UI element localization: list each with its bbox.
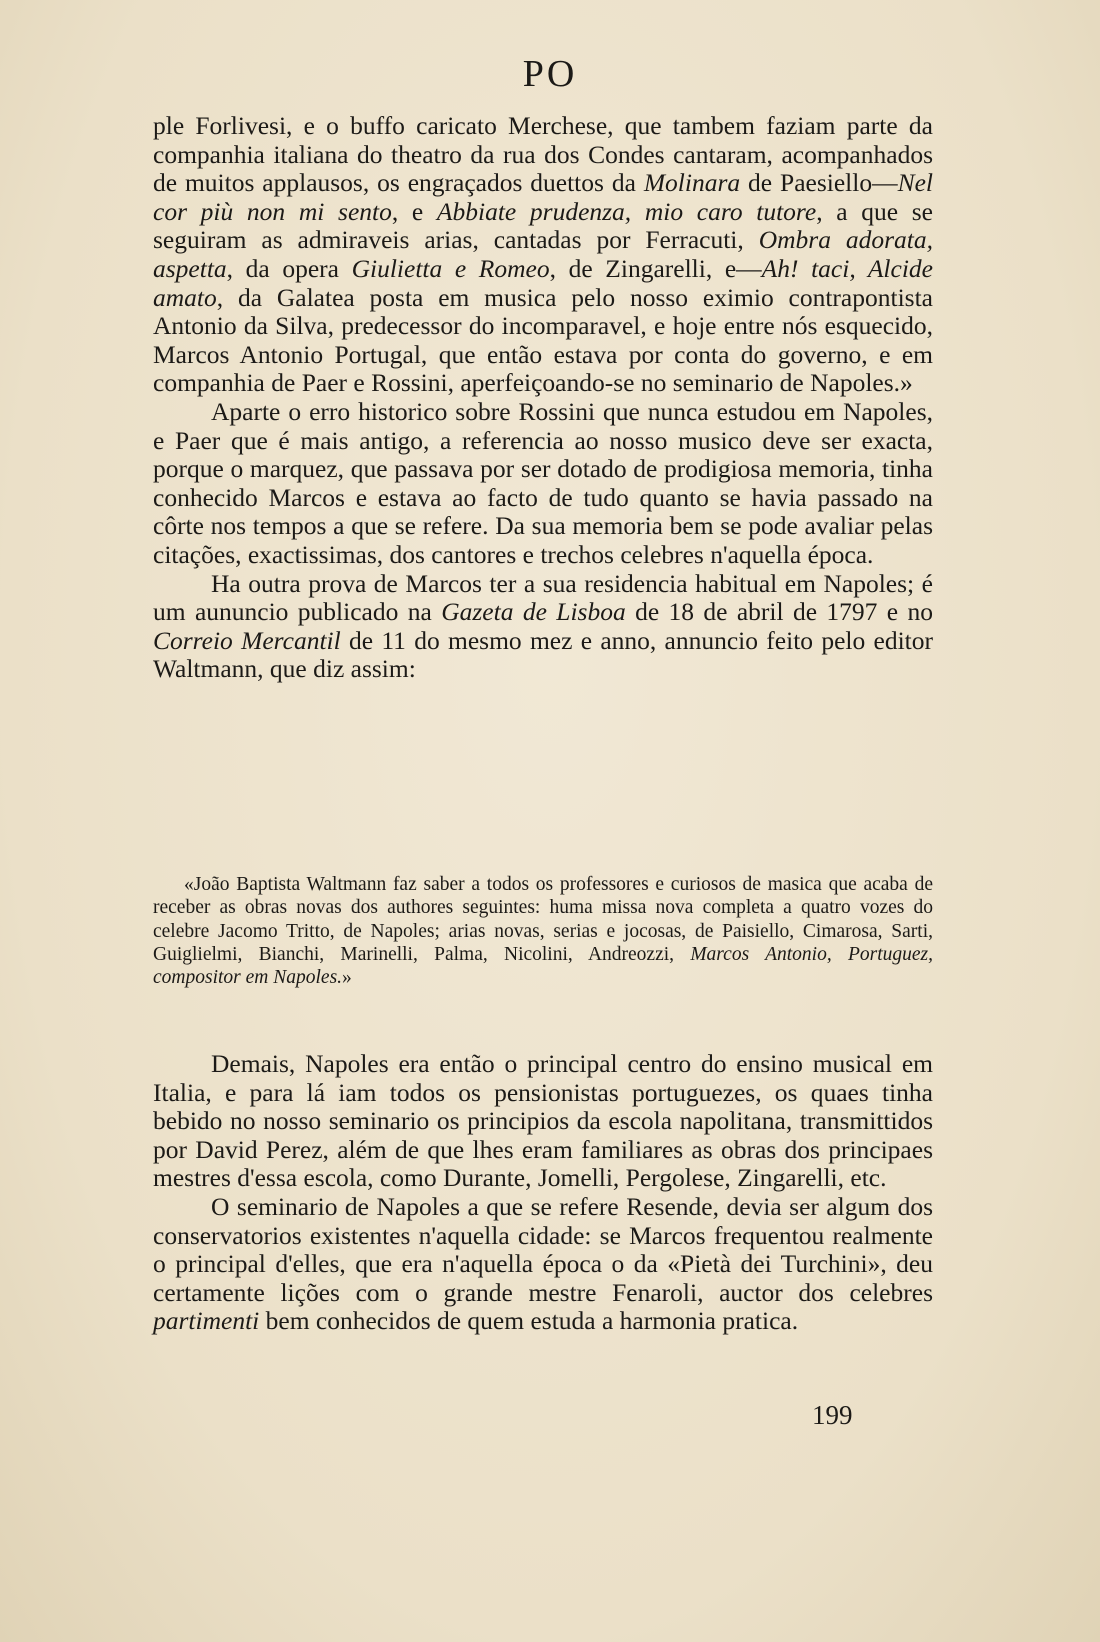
italic-text: partimenti bbox=[153, 1306, 260, 1336]
text-run: , e bbox=[391, 196, 437, 226]
italic-text: Giulietta e Romeo bbox=[351, 253, 550, 283]
text-run: » bbox=[342, 967, 352, 989]
italic-text: Correio Mercantil bbox=[153, 625, 341, 655]
text-run: , de Zingarelli, e— bbox=[549, 253, 762, 283]
quote-text bbox=[153, 873, 933, 989]
italic-text: Ah! taci, Alcide amato bbox=[153, 253, 933, 312]
text-run: , da Galatea posta em musica pelo nosso eximio contrapontista Antonio da Silva, predecessor do incomparavel, e hoje entre nós esquecido, Marcos Antonio Portugal, que então estava por conta do governo, e em companhia de Paer e Rossini, aperfeiçoando-se no seminario de Napoles.» bbox=[153, 282, 933, 398]
block-quote bbox=[153, 873, 933, 989]
text-run: , da opera bbox=[226, 253, 352, 283]
text-run: Ha outra prova de Marcos ter a sua residencia habitual em Napoles; é um aununcio publicado na bbox=[153, 568, 933, 627]
paragraph bbox=[153, 1193, 933, 1336]
running-head: PO bbox=[522, 53, 578, 95]
italic-text: Gazeta de Lisboa bbox=[441, 597, 626, 627]
italic-text: Ombra adorata, aspetta bbox=[153, 225, 933, 283]
text-run: de Paesiello— bbox=[740, 168, 898, 198]
text-run: de 11 do mesmo mez e anno, annuncio feito pelo editor Waltmann, que diz assim: bbox=[153, 625, 933, 684]
text-run: Aparte o erro historico sobre Rossini que nunca estudou em Napoles, e Paer que é mais antigo, a referencia ao nosso musico deve ser exacta, porque o marquez, que passava por ser dotado de prodigiosa memoria, tinha conhecido Marcos e estava ao facto de tudo quanto se havia passado na côrte nos tempos a que se refere. Da sua memoria bem se pode avaliar pelas citações, exactissimas, dos cantores e trechos celebres n'aquella época. bbox=[153, 396, 933, 569]
text-run: de 18 de abril de 1797 e no bbox=[625, 597, 933, 627]
text-run: , a que se seguiram as admiraveis arias, cantadas por Ferracuti, bbox=[153, 196, 933, 255]
paragraph bbox=[153, 398, 933, 570]
text-run: «João Baptista Waltmann faz saber a todos os professores e curiosos de masica que acaba de receber as obras novas dos authores seguintes: huma missa nova completa a quatro vozes do celebre Jacomo Tritto, de Napoles; arias novas, serias e jocosas, de Paisiello, Cimarosa, Sarti, Guiglielmi, Bianchi, Marinelli, Palma, Nicolini, Andreozzi, bbox=[153, 874, 933, 965]
body-text-top bbox=[153, 112, 933, 684]
text-run: ple Forlivesi, e o buffo caricato Merchese, que tambem faziam parte da companhia italiana do theatro da rua dos Condes cantaram, acompanhados de muitos applausos, os engraçados duettos da bbox=[153, 111, 933, 198]
italic-text: Nel cor più non mi sento bbox=[153, 168, 934, 226]
italic-text: Abbiate prudenza, mio caro tutore bbox=[436, 196, 817, 226]
paragraph bbox=[153, 570, 933, 684]
paragraph bbox=[153, 112, 933, 398]
italic-text: Molinara bbox=[643, 168, 741, 198]
text-run: Demais, Napoles era então o principal centro do ensino musical em Italia, e para lá iam todos os pensionistas portuguezes, os quaes tinha bebido no nosso seminario os principios da escola napolitana, transmittidos por David Perez, além de que lhes eram familiares as obras dos principaes mestres d'essa escola, como Durante, Jomelli, Pergolese, Zingarelli, etc. bbox=[153, 1049, 933, 1193]
text-run: O seminario de Napoles a que se refere Resende, devia ser algum dos conservatorios existentes n'aquella cidade: se Marcos frequentou realmente o principal d'elles, que era n'aquella época o da «Pietà dei Turchini», deu certamente lições com o grande mestre Fenaroli, auctor dos celebres bbox=[153, 1191, 933, 1307]
body-text-bottom bbox=[153, 1050, 933, 1336]
italic-text: Marcos Antonio, Portuguez, compositor em Napoles. bbox=[153, 943, 933, 989]
paragraph bbox=[153, 1050, 933, 1193]
page-number: 199 bbox=[812, 1400, 853, 1430]
text-run: bem conhecidos de quem estuda a harmonia pratica. bbox=[259, 1306, 799, 1336]
